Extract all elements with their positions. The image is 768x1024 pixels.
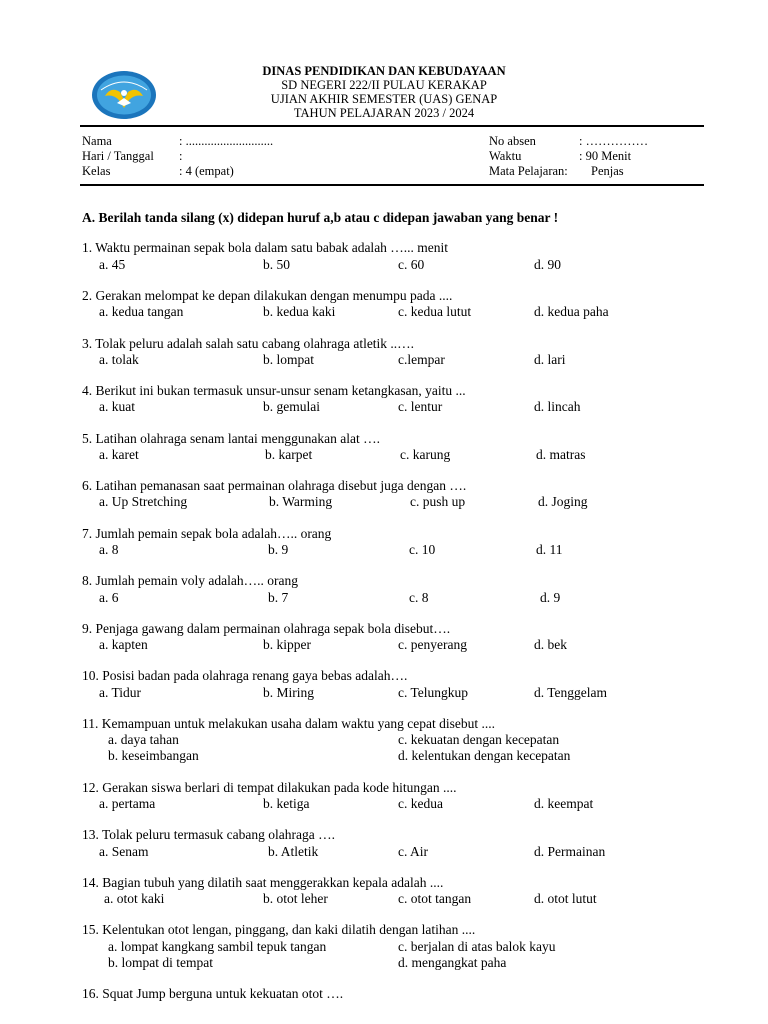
option-8a: a. 6 bbox=[99, 590, 119, 605]
option-3b: b. lompat bbox=[263, 352, 314, 367]
question-9: 9. Penjaga gawang dalam permainan olahraga sepak bola disebut…. bbox=[82, 621, 451, 636]
option-10a: a. Tidur bbox=[99, 685, 142, 700]
option-1a: a. 45 bbox=[99, 257, 126, 272]
option-8d: d. 9 bbox=[540, 590, 561, 605]
option-1c: c. 60 bbox=[398, 257, 425, 272]
mapel-label: Mata Pelajaran: bbox=[489, 164, 568, 178]
letterhead-year: TAHUN PELAJARAN 2023 / 2024 bbox=[293, 106, 475, 120]
option-13d: d. Permainan bbox=[534, 844, 606, 859]
option-10b: b. Miring bbox=[263, 685, 315, 700]
option-1d: d. 90 bbox=[534, 257, 561, 272]
option-11d: d. kelentukan dengan kecepatan bbox=[398, 748, 571, 763]
option-13a: a. Senam bbox=[99, 844, 149, 859]
option-5c: c. karung bbox=[400, 447, 451, 462]
option-4c: c. lentur bbox=[398, 399, 443, 414]
kelas-label: Kelas bbox=[82, 164, 111, 178]
option-6b: b. Warming bbox=[269, 494, 333, 509]
hari-label: Hari / Tanggal bbox=[82, 149, 154, 163]
option-11c: c. kekuatan dengan kecepatan bbox=[398, 732, 560, 747]
question-4: 4. Berikut ini bukan termasuk unsur-unsur senam ketangkasan, yaitu ... bbox=[82, 383, 466, 398]
option-11b: b. keseimbangan bbox=[108, 748, 199, 763]
letterhead-school: SD NEGERI 222/II PULAU KERAKAP bbox=[281, 78, 487, 92]
option-6c: c. push up bbox=[410, 494, 466, 509]
option-2a: a. kedua tangan bbox=[99, 304, 184, 319]
letterhead bbox=[0, 64, 768, 120]
question-11: 11. Kemampuan untuk melakukan usaha dalam waktu yang cepat disebut .... bbox=[82, 716, 496, 731]
option-12d: d. keempat bbox=[534, 796, 594, 811]
option-4a: a. kuat bbox=[99, 399, 135, 414]
option-14a: a. otot kaki bbox=[104, 891, 165, 906]
waktu-value: : 90 Menit bbox=[579, 149, 632, 163]
option-9a: a. kapten bbox=[99, 637, 148, 652]
option-15a: a. lompat kangkang sambil tepuk tangan bbox=[108, 939, 327, 954]
option-8b: b. 7 bbox=[268, 590, 289, 605]
option-3c: c.lempar bbox=[398, 352, 445, 367]
option-14b: b. otot leher bbox=[263, 891, 328, 906]
question-12: 12. Gerakan siswa berlari di tempat dilakukan pada kode hitungan .... bbox=[82, 780, 457, 795]
question-2: 2. Gerakan melompat ke depan dilakukan dengan menumpu pada .... bbox=[82, 288, 453, 303]
option-6a: a. Up Stretching bbox=[99, 494, 188, 509]
option-9d: d. bek bbox=[534, 637, 567, 652]
hari-value: : bbox=[179, 149, 183, 163]
header-divider-top bbox=[80, 125, 704, 127]
option-13b: b. Atletik bbox=[268, 844, 319, 859]
option-1b: b. 50 bbox=[263, 257, 290, 272]
option-14d: d. otot lutut bbox=[534, 891, 597, 906]
option-7b: b. 9 bbox=[268, 542, 289, 557]
question-1: 1. Waktu permainan sepak bola dalam satu babak adalah …... menit bbox=[82, 240, 449, 255]
nama-value: : ............................ bbox=[179, 134, 274, 148]
option-11a: a. daya tahan bbox=[108, 732, 179, 747]
option-15d: d. mengangkat paha bbox=[398, 955, 507, 970]
section-a-instruction: A. Berilah tanda silang (x) didepan huruf a,b atau c didepan jawaban yang benar ! bbox=[82, 210, 559, 225]
kelas-value: : 4 (empat) bbox=[179, 164, 234, 178]
option-3a: a. tolak bbox=[99, 352, 139, 367]
header-divider-bottom bbox=[80, 184, 704, 186]
letterhead-exam: UJIAN AKHIR SEMESTER (UAS) GENAP bbox=[270, 92, 498, 106]
option-12c: c. kedua bbox=[398, 796, 443, 811]
option-5d: d. matras bbox=[536, 447, 586, 462]
question-16: 16. Squat Jump berguna untuk kekuatan otot …. bbox=[82, 986, 344, 1001]
option-2c: c. kedua lutut bbox=[398, 304, 472, 319]
option-5b: b. karpet bbox=[265, 447, 313, 462]
option-8c: c. 8 bbox=[409, 590, 429, 605]
option-7a: a. 8 bbox=[99, 542, 119, 557]
option-15b: b. lompat di tempat bbox=[108, 955, 213, 970]
question-5: 5. Latihan olahraga senam lantai menggunakan alat …. bbox=[82, 431, 381, 446]
option-13c: c. Air bbox=[398, 844, 428, 859]
option-4d: d. lincah bbox=[534, 399, 581, 414]
option-5a: a. karet bbox=[99, 447, 139, 462]
waktu-label: Waktu bbox=[489, 149, 522, 163]
question-7: 7. Jumlah pemain sepak bola adalah….. orang bbox=[82, 526, 332, 541]
question-15: 15. Kelentukan otot lengan, pinggang, dan kaki dilatih dengan latihan .... bbox=[82, 922, 476, 937]
nama-label: Nama bbox=[82, 134, 112, 148]
option-2d: d. kedua paha bbox=[534, 304, 609, 319]
option-9c: c. penyerang bbox=[398, 637, 467, 652]
option-7d: d. 11 bbox=[536, 542, 563, 557]
question-13: 13. Tolak peluru termasuk cabang olahraga …. bbox=[82, 827, 335, 842]
absen-label: No absen bbox=[489, 134, 536, 148]
question-6: 6. Latihan pemanasan saat permainan olahraga disebut juga dengan …. bbox=[82, 478, 467, 493]
mapel-value: Penjas bbox=[591, 164, 624, 178]
option-6d: d. Joging bbox=[538, 494, 588, 509]
question-14: 14. Bagian tubuh yang dilatih saat menggerakkan kepala adalah .... bbox=[82, 875, 444, 890]
option-12a: a. pertama bbox=[99, 796, 156, 811]
option-10d: d. Tenggelam bbox=[534, 685, 608, 700]
question-8: 8. Jumlah pemain voly adalah….. orang bbox=[82, 573, 298, 588]
question-3: 3. Tolak peluru adalah salah satu cabang olahraga atletik ..…. bbox=[82, 336, 415, 351]
option-14c: c. otot tangan bbox=[398, 891, 472, 906]
question-10: 10. Posisi badan pada olahraga renang gaya bebas adalah…. bbox=[82, 668, 408, 683]
option-15c: c. berjalan di atas balok kayu bbox=[398, 939, 556, 954]
option-7c: c. 10 bbox=[409, 542, 436, 557]
option-9b: b. kipper bbox=[263, 637, 311, 652]
letterhead-agency: DINAS PENDIDIKAN DAN KEBUDAYAAN bbox=[262, 64, 506, 78]
absen-value: : …………… bbox=[579, 134, 649, 148]
option-4b: b. gemulai bbox=[263, 399, 320, 414]
option-10c: c. Telungkup bbox=[398, 685, 469, 700]
option-3d: d. lari bbox=[534, 352, 566, 367]
option-2b: b. kedua kaki bbox=[263, 304, 336, 319]
option-12b: b. ketiga bbox=[263, 796, 310, 811]
